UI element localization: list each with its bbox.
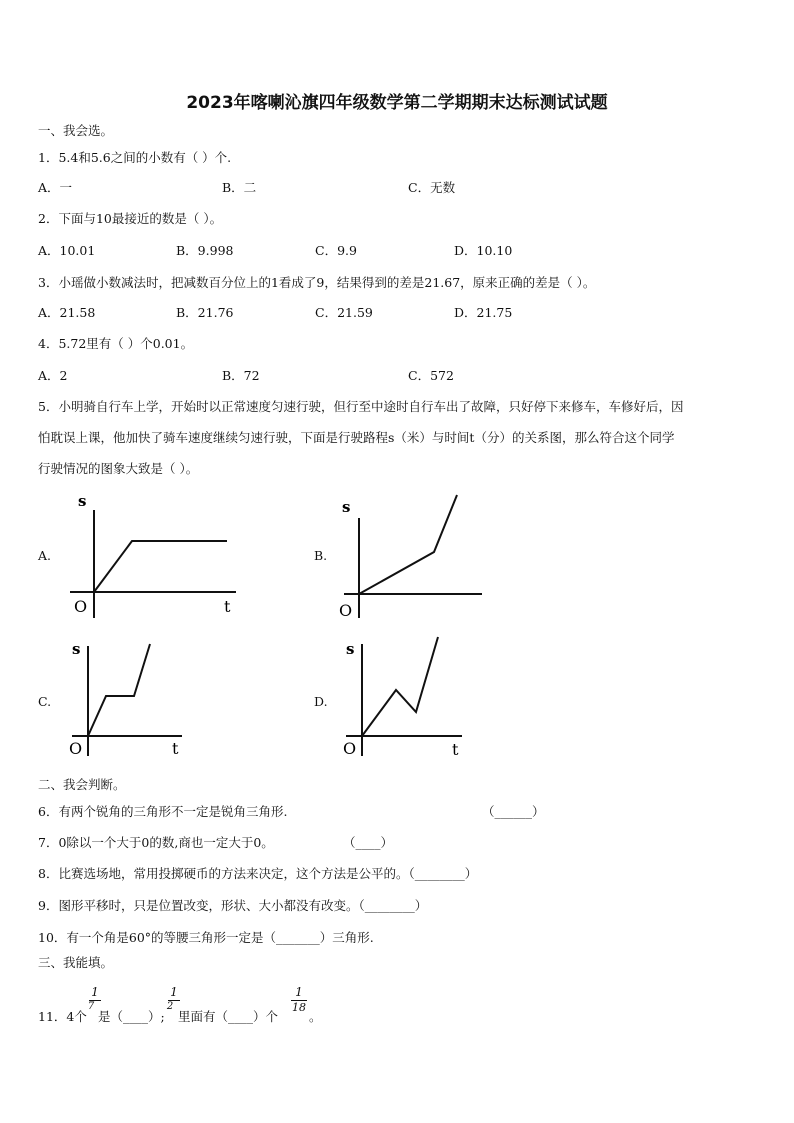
question-4: 4．5.72里有（ ）个0.01。 [38, 336, 194, 351]
q2-option-b[interactable]: B．9.998 [176, 243, 234, 258]
question-5-line-1: 5．小明骑自行车上学，开始时以正常速度匀速行驶，但行至中途时自行车出了故障，只好停下来修车，车修好后，因 [38, 399, 684, 414]
q6-answer-blank[interactable]: （______） [482, 804, 545, 819]
graph-a-curve [94, 541, 227, 592]
page-title: 2023年喀喇沁旗四年级数学第二学期期末达标测试试题 [186, 93, 608, 113]
q11-frac3-numerator: 1 [295, 985, 303, 999]
graph-a [64, 488, 249, 623]
q11-frac1-denominator: 7 [87, 1001, 95, 1012]
question-1: 1．5.4和5.6之间的小数有（ ）个. [38, 150, 232, 165]
graph-c-s: s [72, 640, 81, 658]
q4-option-a[interactable]: A．2 [38, 368, 68, 383]
q1-option-c[interactable]: C．无数 [408, 180, 456, 195]
section-heading-choice: 一、我会选。 [38, 123, 114, 138]
graph-d-curve [362, 637, 438, 736]
q4-option-c[interactable]: C．572 [408, 368, 454, 383]
q11-frac2-denominator: 2 [166, 1001, 174, 1012]
graph-c-t: t [172, 739, 179, 758]
question-5-line-3: 行驶情况的图象大致是（ ）。 [38, 461, 199, 476]
q11-frac3-denominator: 18 [292, 1001, 306, 1014]
graph-c-curve [88, 644, 150, 736]
graph-d-origin: O [343, 739, 357, 758]
q3-option-b[interactable]: B．21.76 [176, 305, 234, 320]
section-heading-fill: 三、我能填。 [38, 955, 114, 970]
graph-b-curve [359, 495, 457, 594]
graph-c-label[interactable]: C. [38, 694, 52, 709]
q2-option-c[interactable]: C．9.9 [315, 243, 357, 258]
question-10: 10．有一个角是60°的等腰三角形一定是（_______）三角形. [38, 930, 374, 945]
q2-option-a[interactable]: A．10.01 [38, 243, 96, 258]
question-11-prefix: 11．4个 [38, 1009, 87, 1024]
graph-c-origin: O [69, 739, 83, 758]
question-2: 2．下面与10最接近的数是（ ）。 [38, 211, 223, 226]
q3-option-c[interactable]: C．21.59 [315, 305, 373, 320]
section-heading-judge: 二、我会判断。 [38, 777, 126, 792]
question-5-line-2: 怕耽误上课，他加快了骑车速度继续匀速行驶，下面是行驶路程s（米）与时间t（分）的关系图，那么符合这个同学 [38, 430, 675, 445]
graph-a-t: t [224, 597, 231, 616]
graph-d [340, 634, 470, 761]
graph-a-label[interactable]: A. [38, 548, 52, 563]
question-9: 9．图形平移时，只是位置改变，形状、大小都没有改变。（________） [38, 898, 428, 913]
q11-frac2-numerator: 1 [170, 985, 178, 999]
q3-option-d[interactable]: D．21.75 [454, 305, 513, 320]
question-11-mid2[interactable]: 里面有（____）个 [178, 1009, 279, 1024]
question-7: 7．0除以一个大于0的数,商也一定大于0。 [38, 835, 274, 850]
graph-b-label[interactable]: B. [314, 548, 328, 563]
graph-a-origin: O [74, 597, 88, 616]
graph-b [334, 490, 489, 620]
q7-answer-blank[interactable]: （____） [343, 835, 394, 850]
q4-option-b[interactable]: B．72 [222, 368, 260, 383]
q1-option-a[interactable]: A．一 [38, 180, 73, 195]
question-11-mid1[interactable]: 是（____）; [98, 1009, 165, 1024]
graph-b-s: s [342, 498, 351, 516]
question-3: 3．小瑶做小数减法时，把减数百分位上的1看成了9，结果得到的差是21.67，原来正确的差是（ ）。 [38, 275, 596, 290]
graph-d-label[interactable]: D. [314, 694, 328, 709]
graph-a-s: s [78, 492, 87, 510]
q1-option-b[interactable]: B．二 [222, 180, 257, 195]
graph-b-origin: O [339, 601, 353, 620]
q2-option-d[interactable]: D．10.10 [454, 243, 513, 258]
question-11-suffix: 。 [309, 1009, 322, 1024]
q11-frac1-numerator: 1 [91, 985, 99, 999]
question-6: 6．有两个锐角的三角形不一定是锐角三角形. [38, 804, 288, 819]
q3-option-a[interactable]: A．21.58 [38, 305, 96, 320]
graph-d-s: s [346, 640, 355, 658]
graph-d-t: t [452, 740, 459, 759]
question-8: 8．比赛选场地，常用投掷硬币的方法来决定，这个方法是公平的。（________） [38, 866, 478, 881]
graph-c [64, 636, 194, 761]
